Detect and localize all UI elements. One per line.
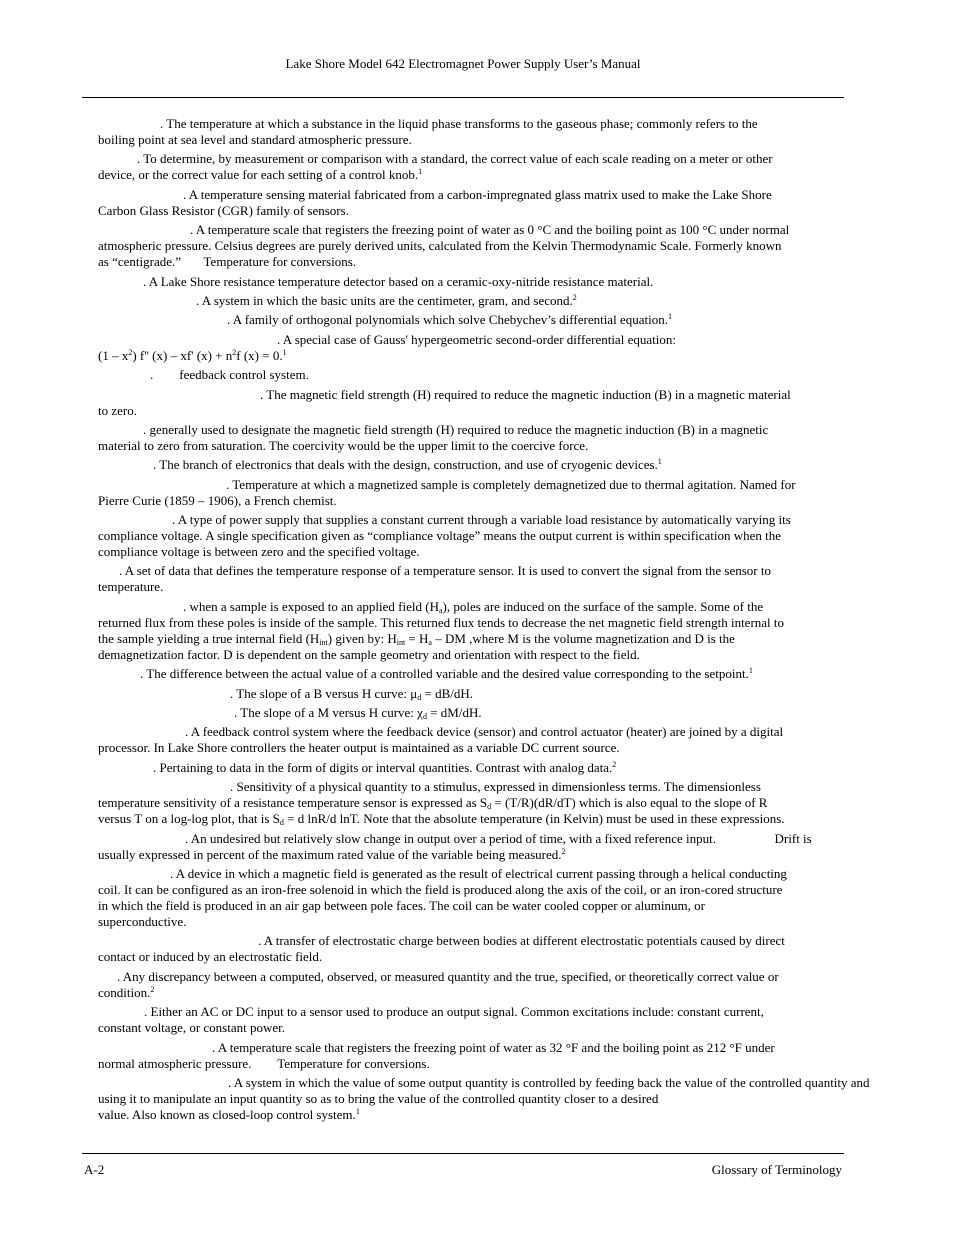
- entry-text: . Pertaining to data in the form of digits or interval quantities. Contrast with analog data.: [153, 759, 613, 775]
- superscript: 1: [418, 167, 423, 177]
- entry-text: constant voltage, or constant power.: [98, 1020, 286, 1036]
- entry-text: versus T on a log-log plot, that is S: [98, 811, 280, 827]
- glossary-body: [98, 116, 870, 1126]
- entry-line: [98, 493, 844, 509]
- entry-text: (1 – x: [98, 347, 129, 363]
- header-rule: [82, 97, 844, 98]
- glossary-entry: [98, 293, 844, 309]
- entry-line: [98, 847, 844, 863]
- glossary-entry: [98, 705, 844, 721]
- glossary-entry: [98, 563, 844, 595]
- entry-text: . Any discrepancy between a computed, observed, or measured quantity and the true, specified, or theoretically correct value or: [117, 968, 779, 984]
- glossary-entry: [98, 969, 844, 1001]
- entry-text: temperature sensitivity of a resistance temperature sensor is expressed as S: [98, 795, 488, 811]
- entry-text: . Temperature at which a magnetized sample is completely demagnetized due to thermal agitation. Named for: [226, 476, 796, 492]
- entry-text: = (T/R)(dR/dT) which is also equal to the slope of R: [491, 795, 768, 811]
- entry-line: [98, 914, 844, 930]
- entry-line: [98, 457, 844, 473]
- superscript: 2: [561, 846, 566, 856]
- entry-text: . A temperature scale that registers the freezing point of water as 32 °F and the boiling point as 212 °F under: [212, 1039, 775, 1055]
- entry-line: [98, 203, 844, 219]
- entry-text: . A special case of Gauss' hypergeometric second-order differential equation:: [277, 331, 676, 347]
- entry-line: [98, 293, 844, 309]
- glossary-entry: [98, 116, 844, 148]
- entry-text: . The slope of a B versus H curve: μ: [230, 685, 418, 701]
- entry-line: [98, 563, 844, 579]
- entry-line: [98, 724, 844, 740]
- entry-line: [98, 686, 844, 702]
- entry-line: [98, 274, 844, 290]
- entry-text: . generally used to designate the magnetic field strength (H) required to reduce the magnetic induction (B) in a magnetic: [143, 421, 769, 437]
- glossary-entry: [98, 1004, 844, 1036]
- entry-line: [98, 387, 844, 403]
- entry-line: [98, 631, 844, 647]
- entry-text: . A device in which a magnetic field is generated as the result of electrical current passing through a helical conducting: [170, 865, 787, 881]
- entry-line: [98, 544, 844, 560]
- glossary-entry: [98, 866, 844, 930]
- entry-line: [98, 795, 844, 811]
- entry-line: [98, 866, 844, 882]
- entry-line: [98, 666, 844, 682]
- entry-line: [98, 477, 844, 493]
- entry-line: [98, 740, 844, 756]
- subscript: d: [487, 802, 492, 812]
- entry-line: [98, 348, 844, 364]
- entry-line: [98, 403, 844, 419]
- entry-line: [98, 312, 844, 328]
- entry-text: superconductive.: [98, 913, 187, 929]
- glossary-entry: [98, 422, 844, 454]
- entry-text: temperature.: [98, 579, 164, 595]
- section-title: Glossary of Terminology: [711, 1162, 842, 1177]
- subscript: d: [279, 818, 284, 828]
- glossary-entry: [98, 187, 844, 219]
- entry-line: [98, 882, 844, 898]
- entry-text: condition.: [98, 984, 151, 1000]
- entry-text: compliance voltage. A single specification given as “compliance voltage” means the output current is within specification when the: [98, 528, 782, 544]
- glossary-entry: [98, 387, 844, 419]
- entry-text: = d lnR/d lnT. Note that the absolute temperature (in Kelvin) must be used in these expressions.: [283, 811, 785, 827]
- superscript: 1: [667, 312, 672, 322]
- glossary-entry: [98, 760, 844, 776]
- glossary-entry: [98, 151, 844, 183]
- entry-line: [98, 1020, 844, 1036]
- glossary-entry: [98, 1074, 870, 1123]
- entry-text: material to zero from saturation. The coercivity would be the upper limit to the coercive force.: [98, 437, 589, 453]
- glossary-entry: [98, 457, 844, 473]
- entry-line: [98, 422, 844, 438]
- entry-text: the sample yielding a true internal field (H: [98, 630, 320, 646]
- subscript: d: [417, 692, 422, 702]
- entry-text: Pierre Curie (1859 – 1906), a French chemist.: [98, 492, 337, 508]
- entry-text: – DM ,where M is the volume magnetization and D is the: [431, 630, 735, 646]
- entry-line: [98, 332, 844, 348]
- entry-line: [98, 512, 844, 528]
- entry-line: [98, 933, 844, 949]
- entry-text: . A feedback control system where the feedback device (sensor) and control actuator (heater) are joined by a digital: [185, 724, 784, 740]
- entry-text: to zero.: [98, 402, 137, 418]
- entry-text: = H: [405, 630, 429, 646]
- subscript: int: [319, 637, 328, 647]
- entry-text: . The magnetic field strength (H) required to reduce the magnetic induction (B) in a magnetic material: [260, 386, 791, 402]
- subscript: int: [396, 637, 406, 647]
- entry-line: [98, 1107, 844, 1123]
- entry-text: . A system in which the value of some output quantity is controlled by feeding back the value of the controlled quantity and: [228, 1074, 870, 1090]
- entry-text: . A Lake Shore resistance temperature detector based on a ceramic-oxy-nitride resistance material.: [143, 273, 654, 289]
- entry-line: [98, 367, 844, 383]
- entry-text: . A temperature sensing material fabricated from a carbon-impregnated glass matrix used to make the Lake Shore: [183, 186, 772, 202]
- entry-line: [98, 1040, 844, 1056]
- entry-text: ), poles are induced on the surface of the sample. Some of the: [442, 598, 764, 614]
- entry-text: . The temperature at which a substance in the liquid phase transforms to the gaseous phase; commonly refers to the: [160, 116, 758, 131]
- subscript: d: [422, 712, 427, 722]
- entry-line: [98, 1074, 870, 1091]
- subscript: a: [428, 637, 432, 647]
- glossary-entry: [98, 477, 844, 509]
- glossary-entry: [98, 222, 844, 270]
- entry-line: [98, 1004, 844, 1020]
- entry-text: . A transfer of electrostatic charge between bodies at different electrostatic potentials caused by direct: [258, 933, 785, 949]
- superscript: 1: [355, 1106, 360, 1116]
- glossary-entry: [98, 274, 844, 290]
- glossary-entry: [98, 831, 844, 863]
- page-number: A-2: [84, 1162, 105, 1177]
- entry-text: usually expressed in percent of the maximum rated value of the variable being measured.: [98, 846, 562, 862]
- entry-text: ) given by: H: [327, 630, 397, 646]
- superscript: 2: [572, 292, 577, 302]
- entry-text: . Sensitivity of a physical quantity to a stimulus, expressed in dimensionless terms. The dimensionless: [230, 779, 761, 795]
- superscript: 2: [612, 759, 617, 769]
- entry-line: [98, 898, 844, 914]
- entry-line: [98, 831, 844, 847]
- superscript: 1: [282, 347, 287, 357]
- entry-text: . A family of orthogonal polynomials which solve Chebychev’s differential equation.: [227, 312, 668, 328]
- entry-text: value. Also known as closed-loop control system.: [98, 1106, 356, 1122]
- glossary-entry: [98, 312, 844, 328]
- entry-line: [98, 528, 844, 544]
- entry-text: . Either an AC or DC input to a sensor used to produce an output signal. Common excitations include: constant current,: [144, 1004, 764, 1020]
- superscript: 2: [150, 984, 155, 994]
- entry-text: returned flux from these poles is inside of the sample. This returned flux tends to decrease the net magnetic field strength internal to: [98, 614, 785, 630]
- entry-text: f (x) = 0.: [236, 347, 283, 363]
- entry-line: [98, 615, 844, 631]
- glossary-entry: [98, 724, 844, 756]
- entry-text: . An undesired but relatively slow change in output over a period of time, with a fixed reference input. Drift is: [185, 830, 812, 846]
- subscript: a: [438, 605, 443, 615]
- entry-line: [98, 254, 844, 270]
- entry-line: [98, 222, 844, 238]
- entry-line: [98, 985, 844, 1001]
- entry-text: ) f'' (x) – xf' (x) + n: [132, 347, 233, 363]
- entry-line: [98, 132, 844, 148]
- entry-text: processor. In Lake Shore controllers the heater output is maintained as a variable DC current source.: [98, 740, 620, 756]
- entry-line: [98, 599, 844, 615]
- entry-text: . To determine, by measurement or comparison with a standard, the correct value of each scale reading on a meter or other: [137, 151, 773, 167]
- entry-text: . The branch of electronics that deals with the design, construction, and use of cryogenic devices.: [153, 457, 658, 473]
- entry-line: [98, 969, 844, 985]
- entry-text: = dM/dH.: [426, 705, 482, 721]
- glossary-entry: [98, 332, 844, 364]
- entry-text: demagnetization factor. D is dependent on the sample geometry and orientation with respect to the field.: [98, 646, 640, 662]
- entry-text: normal atmospheric pressure. Temperature for conversions.: [98, 1055, 430, 1071]
- glossary-entry: [98, 686, 844, 702]
- entry-text: device, or the correct value for each setting of a control knob.: [98, 167, 419, 183]
- entry-text: coil. It can be configured as an iron-free solenoid in which the field is produced along the axis of the coil, or an iron-cored structure: [98, 881, 783, 897]
- superscript: 2: [232, 347, 237, 357]
- superscript: 1: [657, 457, 662, 467]
- entry-line: [98, 1091, 844, 1107]
- glossary-entry: [98, 367, 844, 383]
- footer-rule: [82, 1153, 844, 1154]
- entry-text: . A system in which the basic units are the centimeter, gram, and second.: [196, 292, 573, 308]
- superscript: 2: [128, 347, 133, 357]
- entry-line: [98, 949, 844, 965]
- entry-line: [98, 151, 844, 167]
- glossary-entry: [98, 599, 844, 663]
- entry-text: . A type of power supply that supplies a constant current through a variable load resistance by automatically varying its: [172, 512, 791, 528]
- entry-line: [98, 1056, 844, 1072]
- entry-text: . A temperature scale that registers the freezing point of water as 0 °C and the boiling point as 100 °C under normal: [190, 222, 790, 238]
- entry-line: [98, 647, 844, 663]
- glossary-entry: [98, 933, 844, 965]
- entry-text: as “centigrade.” Temperature for conversions.: [98, 254, 357, 270]
- entry-line: [98, 760, 844, 776]
- glossary-entry: [98, 666, 844, 682]
- entry-text: . feedback control system.: [150, 367, 309, 383]
- entry-text: boiling point at sea level and standard atmospheric pressure.: [98, 132, 412, 147]
- entry-line: [98, 167, 844, 183]
- entry-line: [98, 579, 844, 595]
- entry-line: [98, 705, 844, 721]
- entry-text: using it to manipulate an input quantity so as to bring the value of the controlled quantity closer to a desired: [98, 1090, 659, 1106]
- entry-line: [98, 811, 844, 827]
- entry-text: . A set of data that defines the temperature response of a temperature sensor. It is used to convert the signal from the sensor to: [119, 563, 771, 579]
- entry-text: compliance voltage is between zero and the specified voltage.: [98, 544, 420, 560]
- entry-line: [98, 438, 844, 454]
- entry-text: . The difference between the actual value of a controlled variable and the desired value corresponding to the setpoint.: [140, 666, 749, 682]
- entry-line: [98, 238, 844, 254]
- glossary-entry: [98, 779, 844, 827]
- entry-text: = dB/dH.: [421, 685, 474, 701]
- glossary-entry: [98, 1040, 844, 1072]
- superscript: 1: [748, 666, 753, 676]
- entry-text: Carbon Glass Resistor (CGR) family of sensors.: [98, 202, 349, 218]
- glossary-entry: [98, 512, 844, 560]
- entry-text: . The slope of a M versus H curve: χ: [234, 705, 423, 721]
- entry-text: atmospheric pressure. Celsius degrees are purely derived units, calculated from the Kelvin Thermodynamic Scale. Formerly known: [98, 238, 782, 254]
- entry-line: [98, 187, 844, 203]
- entry-text: . when a sample is exposed to an applied field (H: [183, 598, 439, 614]
- entry-text: contact or induced by an electrostatic field.: [98, 949, 323, 965]
- running-header: Lake Shore Model 642 Electromagnet Power Supply User’s Manual: [285, 56, 641, 71]
- entry-line: [98, 116, 844, 132]
- entry-line: [98, 779, 844, 795]
- entry-text: in which the field is produced in an air gap between pole faces. The coil can be water cooled copper or aluminum, or: [98, 897, 705, 913]
